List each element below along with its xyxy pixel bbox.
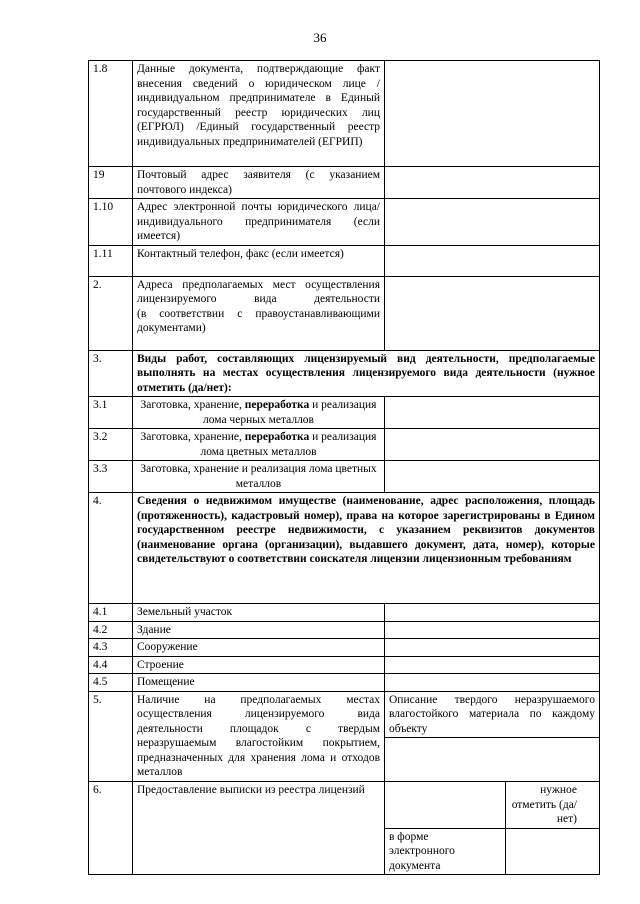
row-3-3	[89, 461, 600, 493]
row-1-9	[89, 167, 600, 199]
answer-cell[interactable]	[385, 429, 600, 461]
row-number: 3.	[89, 350, 133, 397]
row-number: 1.10	[89, 199, 133, 246]
row-3	[89, 350, 600, 397]
row-number: 4.3	[89, 639, 133, 657]
page-number: 36	[313, 30, 327, 45]
row-number: 4.2	[89, 621, 133, 639]
row-label: Заготовка, хранение, переработка и реализация лома черных металлов	[133, 397, 385, 429]
row-number: 1.11	[89, 245, 133, 276]
answer-cell[interactable]	[385, 674, 600, 692]
row-4	[89, 493, 600, 604]
answer-cell[interactable]	[385, 604, 600, 622]
row-label: Заготовка, хранение и реализация лома цветных металлов	[133, 461, 385, 493]
row-4-3	[89, 639, 600, 657]
answer-cell[interactable]	[385, 782, 506, 829]
row-1-11	[89, 245, 600, 276]
answer-cell[interactable]	[385, 621, 600, 639]
row-6-a	[89, 782, 600, 829]
row-number: 4.1	[89, 604, 133, 622]
row-number: 3.2	[89, 429, 133, 461]
answer-cell[interactable]	[385, 639, 600, 657]
row-label: Данные документа, подтверждающие факт внесения сведений о юридическом лице /индивидуальном предпринимателе в Единый государственный реестр юридических лиц (ЕГРЮЛ) /Единый государственный реестр индивидуальных предпринимателей (ЕГРИП)	[133, 61, 385, 167]
answer-cell[interactable]	[385, 167, 600, 199]
answer-cell[interactable]	[385, 61, 600, 167]
row-number: 4.5	[89, 674, 133, 692]
answer-cell[interactable]	[506, 828, 600, 875]
row-label	[133, 276, 385, 350]
row-label: Виды работ, составляющих лицензируемый вид деятельности, предполагаемые выполнять на местах осуществления лицензируемого вида деятельности (нужное отметить (да/нет):	[133, 350, 600, 397]
row-4-2	[89, 621, 600, 639]
answer-cell[interactable]	[385, 461, 600, 493]
row-3-2	[89, 429, 600, 461]
row-label: Земельный участок	[133, 604, 385, 622]
row-label-note: (в соответствии с правоустанавливающими документами)	[137, 307, 380, 334]
row-number: 4.4	[89, 656, 133, 674]
answer-cell[interactable]	[385, 199, 600, 246]
row-number: 4.	[89, 493, 133, 604]
row-number: 3.1	[89, 397, 133, 429]
row-label: Почтовый адрес заявителя (с указанием почтового индекса)	[133, 167, 385, 199]
answer-cell[interactable]	[385, 738, 600, 782]
row-label: Сведения о недвижимом имуществе (наименование, адрес расположения, площадь (протяженность), кадастровый номер), права на которое зарегистрированы в Едином государственном реестре недвижимости, с указанием реквизитов документов (наименование органа (организации), выдавшего документ, дата, номер), которые свидетельствуют о соответствии соискателя лицензии лицензионным требованиям	[133, 493, 600, 604]
row-label: Здание	[133, 621, 385, 639]
row-number: 3.3	[89, 461, 133, 493]
row-label: Адрес электронной почты юридического лица/индивидуального предпринимателя (если имеется)	[133, 199, 385, 246]
row-2	[89, 276, 600, 350]
row-label: Контактный телефон, факс (если имеется)	[133, 245, 385, 276]
row-1-10	[89, 199, 600, 246]
row-4-4	[89, 656, 600, 674]
row-label: Сооружение	[133, 639, 385, 657]
row-label: Строение	[133, 656, 385, 674]
row-label: Помещение	[133, 674, 385, 692]
row-label: Предоставление выписки из реестра лицензий	[133, 782, 385, 875]
row-label: Заготовка, хранение, переработка и реализация лома цветных металлов	[133, 429, 385, 461]
row-number: 5.	[89, 691, 133, 782]
row-number: 2.	[89, 276, 133, 350]
row-number: 1.8	[89, 61, 133, 167]
answer-cell[interactable]	[385, 397, 600, 429]
electronic-form-label: в форме электронного документа	[385, 828, 506, 875]
row-4-5	[89, 674, 600, 692]
material-description-header: Описание твердого неразрушаемого влагостойкого материала по каждому объекту	[385, 691, 600, 738]
row-3-1	[89, 397, 600, 429]
row-label: Наличие на предполагаемых местах осуществления лицензируемого вида деятельности площадок с твердым неразрушаемым влагостойким покрытием, предназначенных для хранения лома и отходов металлов	[133, 691, 385, 782]
answer-cell[interactable]	[385, 245, 600, 276]
answer-cell[interactable]	[385, 276, 600, 350]
row-1-8	[89, 61, 600, 167]
row-4-1	[89, 604, 600, 622]
row-5-a	[89, 691, 600, 738]
mark-instruction: нужное отметить (да/нет)	[506, 782, 600, 829]
row-number: 19	[89, 167, 133, 199]
answer-cell[interactable]	[385, 656, 600, 674]
application-form-table	[88, 60, 600, 875]
row-number: 6.	[89, 782, 133, 875]
row-label-main: Адреса предполагаемых мест осуществления лицензируемого вида деятельности	[137, 278, 380, 305]
